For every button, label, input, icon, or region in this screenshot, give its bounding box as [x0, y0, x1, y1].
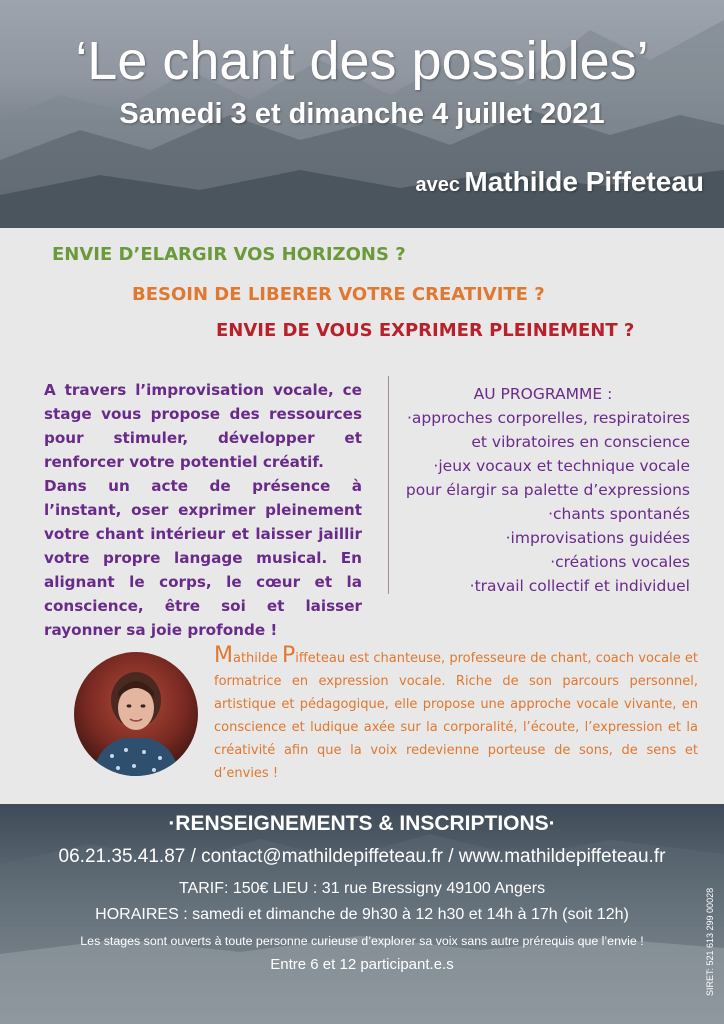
portrait-photo: [74, 652, 198, 776]
registration-title: ·RENSEIGNEMENTS & INSCRIPTIONS·: [168, 812, 556, 835]
bio-last-initial: P: [281, 643, 296, 668]
programme-item: ·créations vocales: [550, 553, 690, 571]
bio-first-rest: athilde: [232, 651, 282, 666]
programme-item: ·jeux vocaux et technique vocale: [433, 457, 690, 475]
column-divider: [388, 376, 389, 594]
contact-line: 06.21.35.41.87 / contact@mathildepiffeteau.fr / www.mathildepiffeteau.fr: [58, 846, 666, 867]
programme-title: AU PROGRAMME :: [473, 385, 613, 403]
event-title: ‘Le chant des possibles’: [75, 31, 649, 91]
audience-note: Les stages sont ouverts à toute personne curieuse d’explorer sa voix sans autre prérequis que l’envie !: [80, 934, 644, 948]
horaires-line: HORAIRES : samedi et dimanche de 9h30 à 12 h30 et 14h à 17h (soit 12h): [95, 906, 629, 923]
portrait-illustration: [74, 652, 198, 776]
headline-exprimer: ENVIE DE VOUS EXPRIMER PLEINEMENT ?: [216, 320, 635, 341]
headline-creativite: BESOIN DE LIBERER VOTRE CREATIVITE ?: [132, 284, 545, 305]
programme-item: ·improvisations guidées: [505, 529, 690, 547]
programme-item: pour élargir sa palette d’expressions: [405, 481, 690, 499]
programme-list: [396, 382, 690, 598]
programme-item: ·travail collectif et individuel: [469, 577, 690, 595]
siret-number: SIRET: 521 613 299 00028: [705, 887, 715, 996]
intro-text: [44, 378, 362, 642]
programme-item: ·approches corporelles, respiratoires: [406, 409, 690, 427]
bio-last-rest: iffeteau: [295, 651, 346, 666]
participants-line: Entre 6 et 12 participant.e.s: [270, 956, 454, 973]
programme-item: ·chants spontanés: [548, 505, 690, 523]
programme-item: et vibratoires en conscience: [471, 433, 690, 451]
presenter-name: Mathilde Piffeteau: [464, 166, 704, 197]
tarif-lieu-line: TARIF: 150€ LIEU : 31 rue Bressigny 49100 Angers: [178, 880, 546, 897]
with-prefix: avec: [415, 174, 460, 196]
header-banner: [0, 0, 724, 228]
footer-banner: [0, 804, 724, 1024]
bio-text: [214, 644, 698, 785]
intro-paragraph-1: A travers l’improvisation vocale, ce stage vous propose des ressources pour stimuler, développer et renforcer votre potentiel créatif.: [44, 381, 362, 471]
bio-first-initial: M: [214, 643, 233, 668]
bio-description: est chanteuse, professeure de chant, coach vocale et formatrice en expression vocale. Riche de son parcours personnel, artistique et pédagogique, elle propose une approche vocale vivante, en conscience et ludique axée sur la corporalité, l’écoute, l’expression et la créativité afin que la voix redevienne porteuse de sons, de sens et d’envies !: [214, 651, 698, 781]
intro-paragraph-2: Dans un acte de présence à l’instant, oser exprimer pleinement votre chant intérieur et laisser jaillir votre propre langage musical. En alignant le corps, le cœur et la conscience, être soi et laisser rayonner sa joie profonde !: [44, 477, 362, 639]
presenter-line: [415, 166, 704, 198]
event-dates: Samedi 3 et dimanche 4 juillet 2021: [119, 98, 605, 130]
headline-horizons: ENVIE D’ELARGIR VOS HORIZONS ?: [52, 244, 406, 265]
